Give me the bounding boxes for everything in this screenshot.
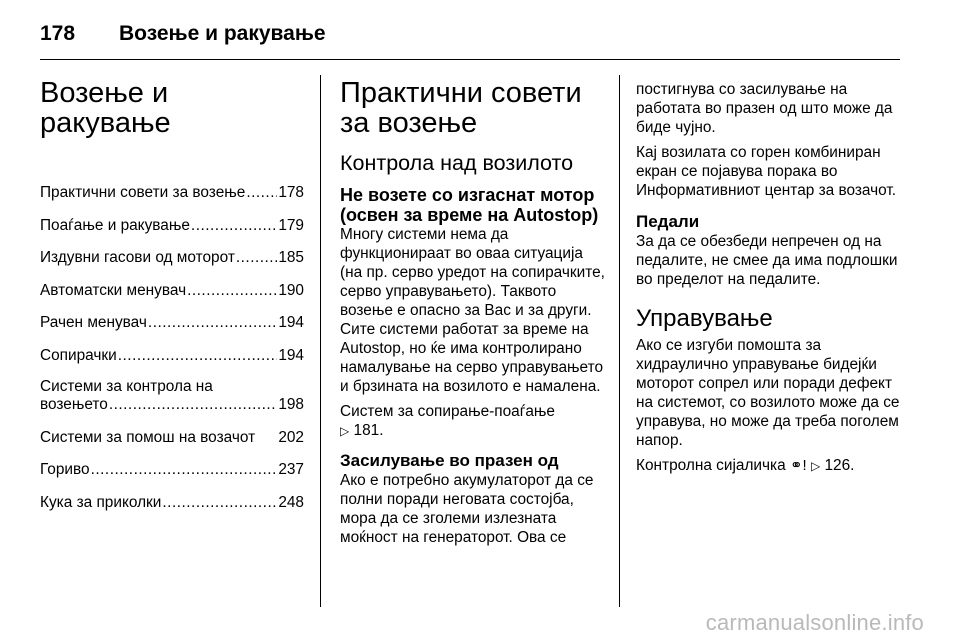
chapter-title: Возење и ракување [40, 77, 171, 139]
subsection-title: Контрола над возилото [340, 151, 574, 175]
toc-item[interactable]: Рачен менувач ..... 194 [40, 313, 304, 338]
toc-item[interactable]: Кука за приколки ..... 248 [40, 493, 304, 518]
heading-engine-off: Не возете со изгаснат мотор (освен за време на Autostop) [340, 185, 599, 225]
toc-item[interactable]: Системи за помош на возачот 202 [40, 428, 304, 446]
toc-item[interactable]: Системи за контрола на возењето ..... 198 [40, 378, 304, 420]
paragraph: За да се обезбеди непречен од на педалите, не смее да има подлошки во пределот на педалите. [636, 233, 898, 288]
reference-arrow-icon: ▷ [810, 459, 821, 473]
toc-item[interactable]: Автоматски менувач ..... 190 [40, 281, 304, 306]
paragraph: Многу системи нема да функционираат во оваа ситуација (на пр. серво уредот на сопирачките, серво управувањето). Таквото возење е опасно за Вас и за други. Сите системи работат за време на Autostop, но ќе има контролирано намалување на серво управувањето и брзината на возилото е намалена. [340, 226, 605, 395]
heading-steering: Управување [636, 305, 773, 332]
steering-warning-lamp-icon: ⚭! [789, 457, 807, 474]
column-toc [40, 70, 304, 525]
column-divider-1 [320, 75, 321, 607]
reference-arrow-icon: ▷ [340, 424, 350, 438]
toc-item[interactable]: Практични совети за возење ..... 178 [40, 183, 304, 208]
toc-item[interactable]: Гориво ..... 237 [40, 460, 304, 485]
page-number: 178 [40, 22, 76, 45]
header-section-title: Возење и ракување [119, 22, 326, 45]
watermark: carmanualsonline.info [705, 610, 924, 635]
paragraph: Ако се изгуби помошта за хидраулично управување бидејќи моторот сопрел или поради дефект на системот, со возилото може да се управува, но може да треба поголем напор. [636, 337, 900, 449]
toc-item[interactable]: Издувни гасови од моторот ..... 185 [40, 248, 304, 273]
page-header [40, 14, 920, 54]
paragraph: Ако е потребно акумулаторот да се полни поради неговата состојба, мора да се зголеми излезната моќност на генераторот. Ова се [340, 472, 594, 546]
toc-item[interactable]: Сопирачки ..... 194 [40, 346, 304, 371]
column-driving-tips [340, 70, 606, 553]
paragraph: постигнува со засилување на работата во празен од што може да биде чујно. [636, 81, 893, 136]
table-of-contents [40, 183, 304, 518]
paragraph: Кај возилата со горен комбиниран екран се појавува порака во Информативниот центар за возачот. [636, 144, 897, 199]
heading-pedals: Педали [636, 212, 700, 231]
toc-item[interactable]: Поаѓање и ракување ..... 179 [40, 216, 304, 241]
section-title: Практични совети за возење [340, 77, 582, 139]
page-reference-link[interactable]: 181. [353, 422, 384, 439]
heading-idle-boost: Засилување во празен од [340, 451, 559, 470]
paragraph-lamp-reference: Контролна сијаличка ⚭! ▷ 126. [636, 457, 855, 474]
page-reference-link[interactable]: 126. [824, 457, 855, 474]
paragraph-reference: Систем за сопирање-поаѓање ▷ 181. [340, 403, 555, 439]
column-continued [636, 70, 906, 482]
header-divider [40, 59, 900, 60]
column-divider-2 [619, 75, 620, 607]
